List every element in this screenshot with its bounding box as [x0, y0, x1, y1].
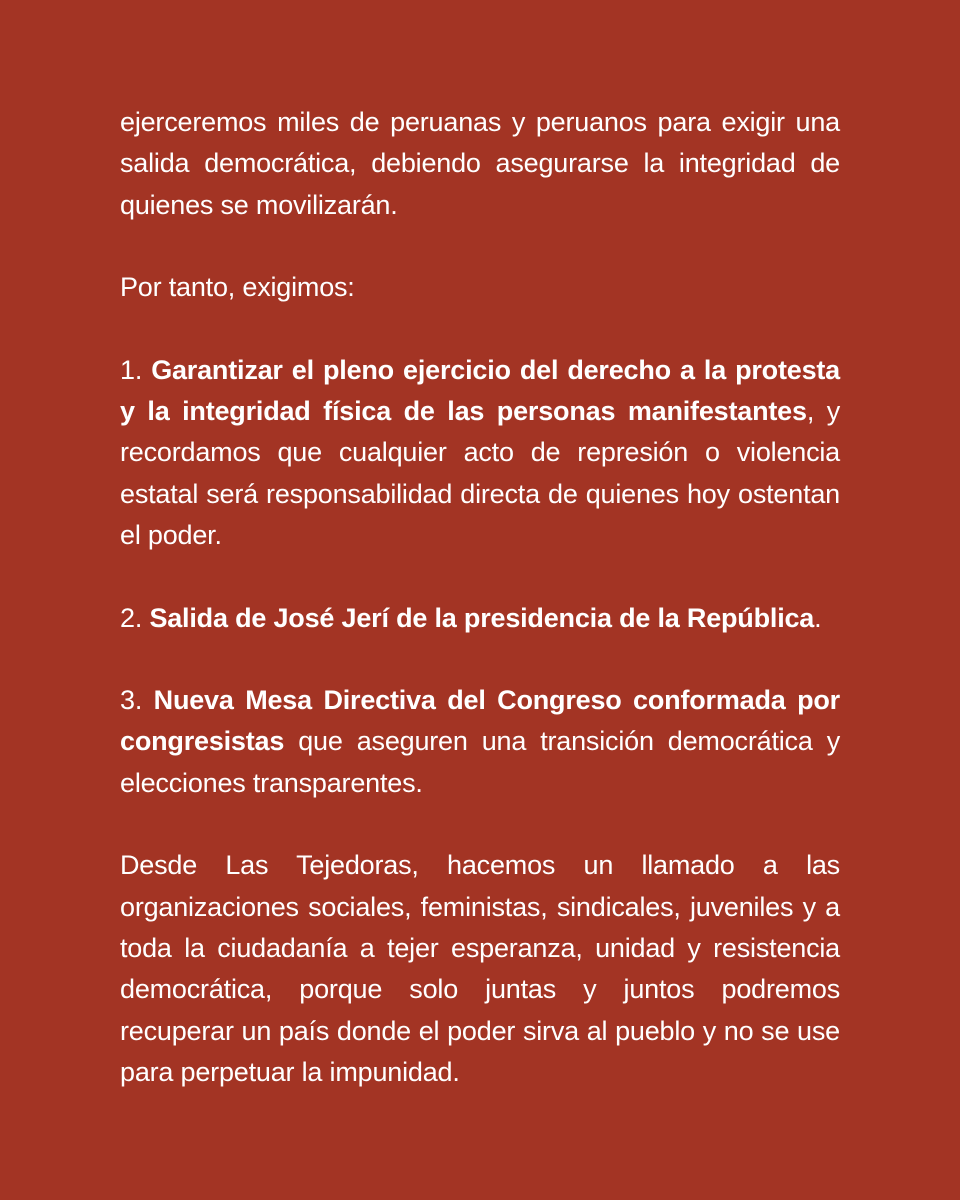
demand-1-number: 1. — [120, 354, 143, 385]
closing-paragraph: Desde Las Tejedoras, hacemos un llamado a las organizaciones sociales, feministas, sindicales, juveniles y a toda la ciudadanía a tejer esperanza, unidad y resistencia democrática, porque solo juntas y juntos podremos recuperar un país donde el poder sirva al pueblo y no se use para perpetuar la impunidad. — [120, 850, 840, 1087]
demand-2-text: . — [814, 602, 822, 633]
demand-3-bold: Nueva Mesa Directiva del Congreso conformada por congresistas — [120, 685, 840, 757]
demand-1 — [120, 350, 840, 556]
demand-1-text: , y recordamos que cualquier acto de represión o violencia estatal será responsabilidad directa de quienes hoy ostentan el poder. — [120, 396, 840, 550]
intro-paragraph: ejerceremos miles de peruanas y peruanos para exigir una salida democrática, debiendo asegurarse la integridad de quienes se movilizarán. — [120, 107, 840, 220]
demand-3 — [120, 680, 840, 804]
demand-3-text: que aseguren una transición democrática y elecciones transparentes. — [120, 726, 840, 798]
demand-2 — [120, 598, 840, 639]
demand-3-number: 3. — [120, 685, 143, 716]
demand-2-bold: Salida de José Jerí de la presidencia de la República — [149, 602, 815, 633]
document-body — [120, 102, 840, 1093]
demand-2-number: 2. — [120, 602, 143, 633]
demand-1-bold: Garantizar el pleno ejercicio del derecho a la protesta y la integridad física de las personas manifestantes — [120, 354, 840, 427]
demands-lead: Por tanto, exigimos: — [120, 272, 355, 303]
